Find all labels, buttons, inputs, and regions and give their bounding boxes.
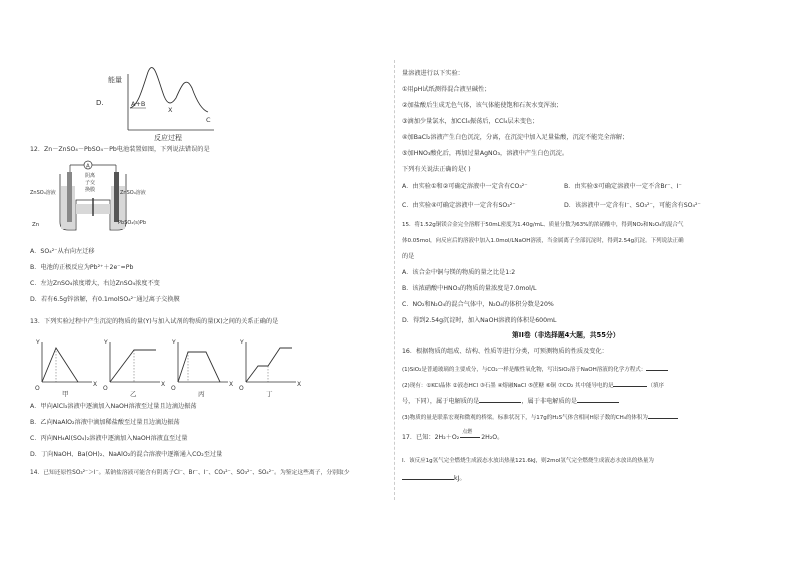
q15-line-1: 15．将1.52g铜镁合金完全溶解于50mL密度为1.40g/mL、质量分数为63%的浓硝酸中，得到NO₂和N₂O₄的混合气 xyxy=(402,222,684,228)
graph-bing xyxy=(171,339,233,398)
column-divider xyxy=(394,60,395,500)
q15-line-2: 体0.05mol，向反应后的溶液中加入1.0mol/LNaOH溶液，当金属离子全部沉淀时，得到2.54g沉淀。下列说法正确 xyxy=(402,238,684,244)
q14-option-d: D．该溶液中一定含有I⁻、SO₃²⁻，可能含有SO₄²⁻ xyxy=(564,202,701,209)
q17-part1-unit: kJ。 xyxy=(454,475,466,482)
q13-graphs xyxy=(30,334,305,402)
q16-part2a-text: (2)现有：①KCl晶体 ②液态HCl ③石墨 ④熔融NaCl ⑤蔗糖 ⑥铜 ⑦CO₂ 其中能导电的是 xyxy=(402,383,614,389)
q13-stem: 13．下列实验过程中产生沉淀的物质的量(Y)与加入试剂的物质的量(X)之间的关系正确的是 xyxy=(30,318,279,325)
left-solution-label: ZnSO₄溶液 xyxy=(30,190,56,196)
graph-jia-origin: O xyxy=(35,385,40,392)
graph-jia-label: 甲 xyxy=(62,390,69,398)
q14-option-c: C．由实验④可确定溶液中一定含有SO₃²⁻ xyxy=(402,202,516,209)
graph-ding-label: 丁 xyxy=(266,390,273,398)
graph-yi-y: Y xyxy=(104,339,108,346)
q12-option-d: D．若有6.5g锌溶解，有0.1molSO₄²⁻通过离子交换膜 xyxy=(30,296,180,303)
graph-yi-label: 乙 xyxy=(130,390,137,398)
q17-condition-arrow xyxy=(459,429,481,442)
q17-part1-answer xyxy=(402,473,466,483)
right-column xyxy=(402,0,774,562)
q15-option-c: C．NO₂和N₂O₄的混合气体中，N₂O₄的体积分数是20% xyxy=(402,301,554,308)
q13-option-a: A．甲向AlCl₃溶液中逐滴加入NaOH溶液至过量且边滴边振荡 xyxy=(30,403,197,410)
graph-jia-y: Y xyxy=(36,339,40,346)
graph-ding-y: Y xyxy=(240,339,244,346)
q14-option-b: B．由实验⑤可确定溶液中一定不含Br⁻、I⁻ xyxy=(564,183,682,190)
q15-option-a: A．该合金中铜与镁的物质的量之比是1:2 xyxy=(402,269,516,276)
q17-stem-prefix: 17．已知：2H₂＋O₂ xyxy=(402,434,460,441)
q13-option-b: B．乙向NaAlO₂溶液中滴加稀盐酸至过量且边滴边振荡 xyxy=(30,419,180,426)
q17-stem xyxy=(402,429,504,442)
q14-continued: 量溶液进行以下实验： xyxy=(402,70,464,77)
q15-option-b: B．该浓硝酸中HNO₃的物质的量浓度是7.0mol/L xyxy=(402,285,537,292)
q16-part1 xyxy=(402,364,668,374)
experiment-3: ③滴加少量氯水，加CCl₄振荡后，CCl₄层未变色； xyxy=(402,118,539,125)
q16-part3-text: (3)物质的量是联系宏观和微观的桥梁。标准状况下，与17g的H₂S气体含相同H原子数的CH₄的体积为 xyxy=(402,415,648,421)
q15-option-d: D．得到2.54g沉淀时，加入NaOH溶液的体积是600mL xyxy=(402,317,557,324)
membrane-line-3: 换膜 xyxy=(85,187,96,193)
graph-yi-origin: O xyxy=(103,385,108,392)
q12-option-a: A．SO₄²⁻从右向左迁移 xyxy=(30,248,95,255)
membrane-line-2: 子交 xyxy=(85,180,96,186)
energy-label-c: C xyxy=(206,116,211,124)
q17-part1: I．该反应1g氢气完全燃烧生成液态水放出热量121.6kJ，则2mol氢气完全燃烧生成液态水放出的热量为 xyxy=(402,458,654,464)
q16-part2a xyxy=(402,380,664,390)
q13-option-d: D．丁向NaOH、Ba(OH)₂、NaAlO₂的混合溶液中逐渐通入CO₂至过量 xyxy=(30,451,223,458)
graph-jia-x: X xyxy=(93,381,98,388)
option-d-label: D. xyxy=(96,99,104,107)
q13-option-c: C．丙向NH₄Al(SO₄)₂溶液中逐滴加入NaOH溶液直至过量 xyxy=(30,435,188,442)
q12-option-c: C．左边ZnSO₄浓度增大，右边ZnSO₄浓度不变 xyxy=(30,280,160,287)
q16-part2b xyxy=(402,396,619,406)
q16-part1-text: (1)SiO₂是普通玻璃的主要成分，与CO₂一样是酸性氧化物，写出SiO₂溶于NaOH溶液的化学方程式： xyxy=(402,367,647,373)
graph-jia xyxy=(35,339,97,398)
energy-diagram xyxy=(102,60,232,142)
q16-stem: 16．根据物质的组成、结构、性质等进行分类，可预测物质的性质及变化： xyxy=(402,348,608,355)
energy-label-ab: A+B xyxy=(131,100,146,108)
graph-bing-origin: O xyxy=(171,385,176,392)
q12-stem: 12．Zn－ZnSO₄－PbSO₄－Pb电池装置如图，下列说法错误的是 xyxy=(30,146,210,153)
q17-condition: 点燃 xyxy=(462,429,473,435)
graph-yi xyxy=(103,339,165,398)
experiment-5: ⑤加HNO₃酸化后，再加过量AgNO₃，溶液中产生白色沉淀。 xyxy=(402,150,569,157)
q17-part1-blank[interactable] xyxy=(402,473,454,480)
q12-option-b: B．电池的正极反应为Pb²⁺＋2e⁻=Pb xyxy=(30,264,134,271)
q16-part2b-blank[interactable] xyxy=(479,396,521,403)
q14-question: 下列有关说法正确的是( ) xyxy=(402,166,471,173)
graph-ding-origin: O xyxy=(239,385,244,392)
graph-ding-x: X xyxy=(297,381,302,388)
energy-label-x: X xyxy=(168,106,173,114)
q16-part3-blank[interactable] xyxy=(648,412,678,419)
ammeter-label: A xyxy=(86,163,90,170)
q14-option-a: A．由实验①和②可确定溶液中一定含有CO₃²⁻ xyxy=(402,183,528,190)
zn-label: Zn xyxy=(32,222,40,228)
q14-stem: 14．已知还原性SO₃²⁻＞I⁻。某钠盐溶液可能含有阴离子Cl⁻、Br⁻、I⁻、CO₃²⁻、SO₃²⁻、SO₄²⁻。为鉴定这些离子，分别取少 xyxy=(30,470,350,476)
graph-bing-label: 丙 xyxy=(198,390,205,398)
energy-xlabel: 反应过程 xyxy=(154,134,182,142)
energy-ylabel: 能量 xyxy=(108,76,122,84)
q17-arrow-line xyxy=(460,437,480,438)
q16-part2b-text: 号，下同），属于电解质的是 xyxy=(402,398,480,405)
q16-part2c-text: ，属于非电解质的是 xyxy=(521,398,578,405)
pb-label: PbSO₄(s)Pb xyxy=(118,220,146,226)
graph-yi-x: X xyxy=(161,381,166,388)
left-column xyxy=(30,0,385,562)
experiment-2: ②加盐酸后生成无色气体，该气体能使饱和石灰水变浑浊； xyxy=(402,102,563,109)
graph-ding xyxy=(239,339,301,398)
right-solution-label: ZnSO₄溶液 xyxy=(120,190,146,196)
pb-electrode xyxy=(114,172,119,222)
experiment-1: ①用pH试纸测得混合液呈碱性； xyxy=(402,86,491,93)
membrane-line-1: 阴离 xyxy=(85,173,96,179)
graph-bing-y: Y xyxy=(172,339,176,346)
q16-part1-blank[interactable] xyxy=(646,364,668,371)
q16-part2a-blank[interactable] xyxy=(613,380,647,387)
q17-stem-suffix: 2H₂O。 xyxy=(481,434,504,441)
q16-part2c-blank[interactable] xyxy=(577,396,619,403)
battery-figure xyxy=(30,160,146,238)
q15-line-3: 的是 xyxy=(402,253,415,260)
q16-part2a-tail: （填序 xyxy=(647,383,664,389)
experiment-4: ④加BaCl₂溶液产生白色沉淀，分离，在沉淀中加入足量盐酸，沉淀不能完全溶解； xyxy=(402,134,629,141)
graph-bing-x: X xyxy=(229,381,234,388)
q16-part3 xyxy=(402,412,678,422)
section-title: 第II卷（非选择题4大题，共55分） xyxy=(512,331,620,339)
zn-electrode xyxy=(67,172,72,222)
